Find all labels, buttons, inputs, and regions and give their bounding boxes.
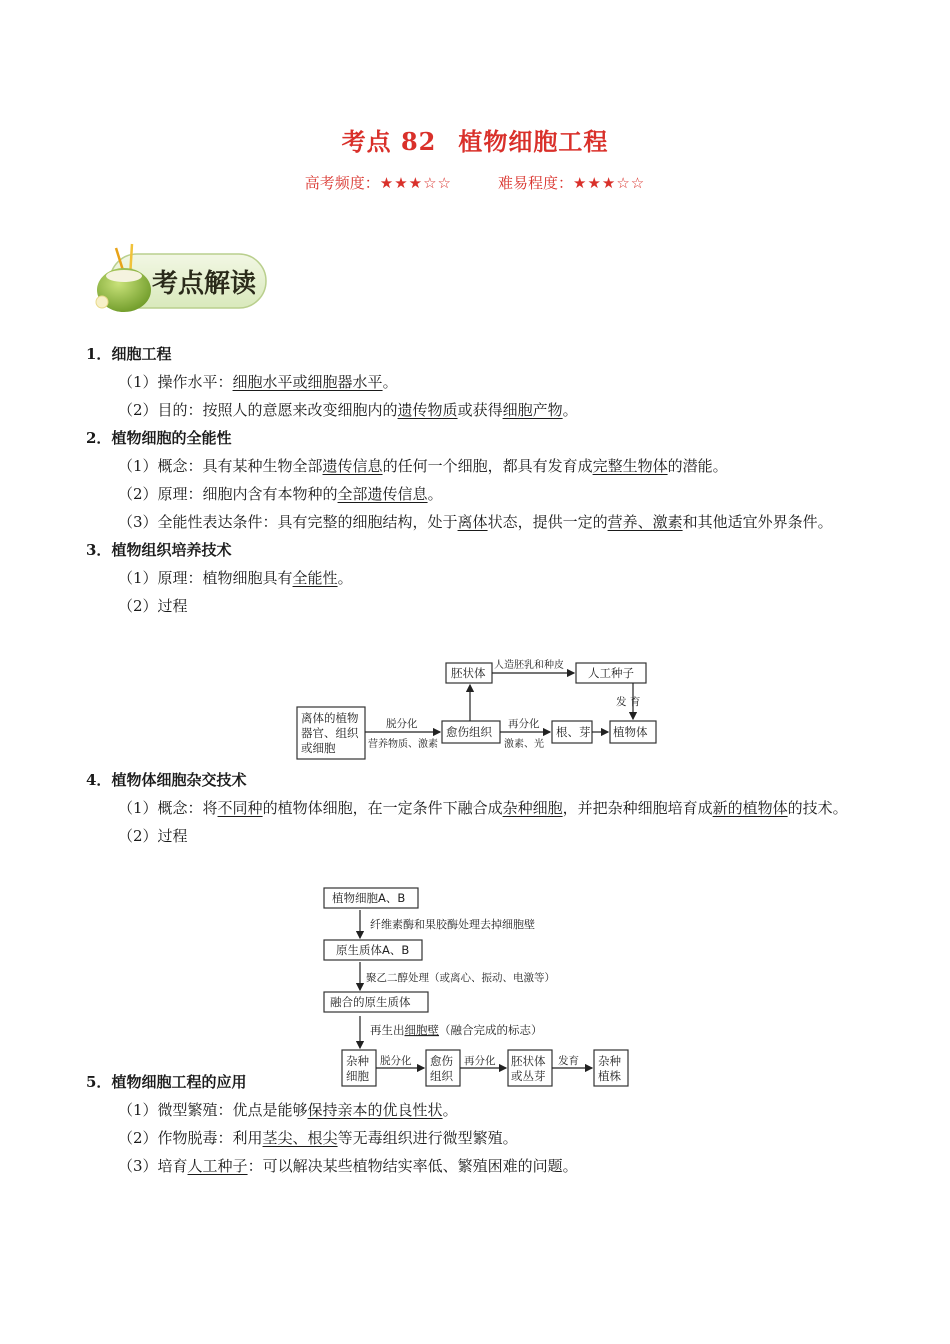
rating-line — [0, 172, 950, 193]
embryoid-label: 胚状体 — [451, 666, 486, 680]
root-bud-label: 根、芽 — [556, 725, 591, 739]
s2-item-3: （3）全能性表达条件：具有完整的细胞结构，处于离体状态，提供一定的营养、激素和其他适宜外界条件。 — [118, 513, 833, 531]
dediff-condition: 营养物质、激素 — [368, 739, 438, 750]
s5-item-2: （2）作物脱毒：利用茎尖、根尖等无毒组织进行微型繁殖。 — [118, 1129, 518, 1147]
step3-label: 再生出细胞壁（融合完成的标志） — [370, 1023, 543, 1037]
hybrid-plant-label-1: 杂种 — [598, 1054, 621, 1068]
s1-item-2: （2）目的：按照人的意愿来改变细胞内的遗传物质或获得细胞产物。 — [118, 401, 578, 419]
title-text: 植物细胞工程 — [458, 127, 609, 156]
rediff-condition: 激素、光 — [504, 739, 544, 750]
s2-item-1: （1）概念：具有某种生物全部遗传信息的任何一个细胞，都具有发育成完整生物体的潜能。 — [118, 457, 728, 475]
develop-label-2: 发育 — [558, 1055, 579, 1067]
section-banner — [86, 240, 270, 316]
cells-ab-label: 植物细胞A、B — [332, 891, 406, 905]
explant-label-3: 或细胞 — [301, 741, 336, 755]
frequency-label: 高考频度： — [304, 174, 380, 192]
s1-item-1: （1）操作水平：细胞水平或细胞器水平。 — [118, 373, 398, 391]
develop-label: 发 育 — [616, 696, 641, 708]
rediff-label: 再分化 — [508, 718, 540, 730]
embryoid-label-2b: 或丛芽 — [511, 1069, 546, 1083]
callus-label-2a: 愈伤 — [430, 1054, 453, 1068]
section-1-heading: 1．细胞工程 — [86, 345, 172, 363]
s4-item-1: （1）概念：将不同种的植物体细胞，在一定条件下融合成杂种细胞，并把杂种细胞培育成新的植物体的技术。 — [118, 799, 848, 817]
callus-label-2b: 组织 — [430, 1069, 453, 1083]
section-4-heading: 4．植物体细胞杂交技术 — [86, 771, 247, 789]
rediff-label-2: 再分化 — [464, 1055, 496, 1067]
plant-label: 植物体 — [613, 725, 648, 739]
callus-label: 愈伤组织 — [446, 725, 492, 739]
step1-label: 纤维素酶和果胶酶处理去掉细胞壁 — [370, 918, 535, 931]
tissue-culture-diagram — [296, 655, 668, 765]
s3-item-2: （2）过程 — [118, 597, 188, 615]
section-2-heading: 2．植物细胞的全能性 — [86, 429, 232, 447]
s4-item-2: （2）过程 — [118, 827, 188, 845]
difficulty-label: 难易程度： — [498, 174, 574, 192]
wrap-label: 人造胚乳和种皮 — [494, 660, 564, 671]
s5-item-1: （1）微型繁殖：优点是能够保持亲本的优良性状。 — [118, 1101, 458, 1119]
hybrid-plant-label-2: 植株 — [598, 1069, 621, 1083]
s2-item-2: （2）原理：细胞内含有本物种的全部遗传信息。 — [118, 485, 443, 503]
embryoid-label-2a: 胚状体 — [511, 1054, 546, 1068]
frequency-stars: ★★★☆☆ — [379, 174, 452, 192]
hybridization-diagram — [322, 884, 632, 1088]
section-3-heading: 3．植物组织培养技术 — [86, 541, 232, 559]
banner-text: 考点解读 — [152, 269, 257, 299]
difficulty-stars: ★★★☆☆ — [573, 174, 646, 192]
protoplast-ab-label: 原生质体A、B — [336, 943, 410, 957]
title-number: 考点 82 — [341, 127, 437, 156]
page-title — [0, 122, 950, 157]
s3-item-1: （1）原理：植物细胞具有全能性。 — [118, 569, 353, 587]
s5-item-3: （3）培育人工种子：可以解决某些植物结实率低、繁殖困难的问题。 — [118, 1157, 578, 1175]
seed-label: 人工种子 — [588, 666, 634, 680]
hybrid-cell-label-2: 细胞 — [346, 1069, 369, 1083]
explant-label-1: 离体的植物 — [301, 711, 359, 725]
fused-label: 融合的原生质体 — [330, 995, 411, 1009]
explant-label-2: 器官、组织 — [301, 726, 359, 740]
section-5-heading: 5．植物细胞工程的应用 — [86, 1073, 247, 1091]
hybrid-cell-label-1: 杂种 — [346, 1054, 369, 1068]
step2-label: 聚乙二醇处理（或离心、振动、电激等） — [366, 972, 555, 984]
dediff-label: 脱分化 — [386, 718, 418, 730]
dediff-label-2: 脱分化 — [380, 1055, 412, 1067]
